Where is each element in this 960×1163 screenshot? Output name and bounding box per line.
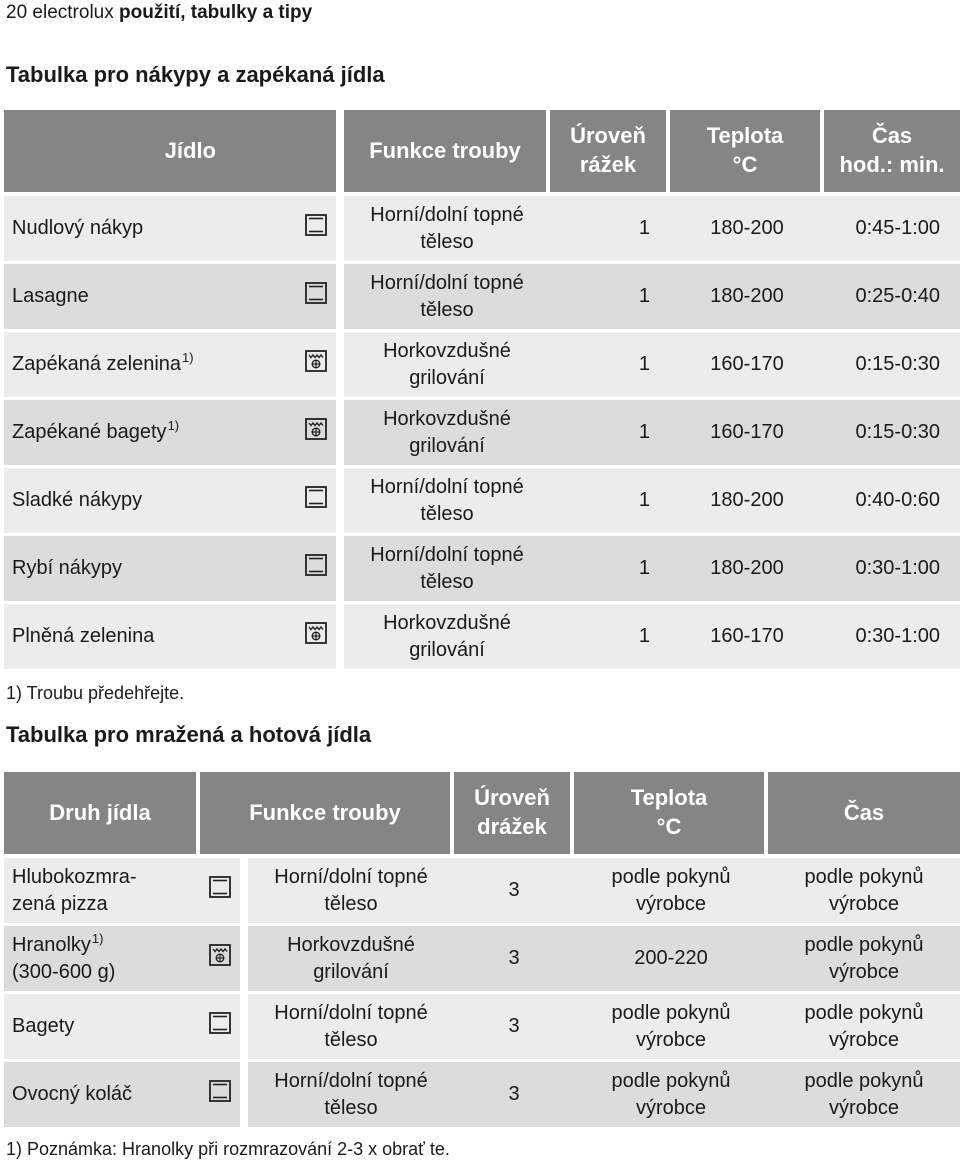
top-bottom-heat-icon xyxy=(305,214,327,244)
table-row xyxy=(4,400,960,468)
cook-time: 0:45-1:00 xyxy=(824,196,960,264)
header-time: Čas hod.: min. xyxy=(824,110,960,196)
cook-time: 0:15-0:30 xyxy=(824,332,960,400)
cook-time: 0:15-0:30 xyxy=(824,400,960,468)
table-row xyxy=(4,1062,960,1130)
top-bottom-heat-icon xyxy=(209,1080,231,1110)
oven-function: Horní/dolní topné těleso xyxy=(244,994,454,1062)
table2-title: Tabulka pro mražená a hotová jídla xyxy=(6,722,372,747)
table1-title: Tabulka pro nákypy a zapékaná jídla xyxy=(6,62,385,87)
temperature: 180-200 xyxy=(670,536,824,604)
shelf-level: 3 xyxy=(454,926,574,994)
temperature: 160-170 xyxy=(670,332,824,400)
oven-function: Horkovzdušné grilování xyxy=(244,926,454,994)
food-name: Bagety xyxy=(4,994,200,1062)
footnote-ref: 1) xyxy=(91,930,104,946)
food-name: Lasagne xyxy=(4,264,296,332)
temperature: podle pokynů výrobce xyxy=(574,1062,768,1130)
cook-time: 0:40-0:60 xyxy=(824,468,960,536)
header-food: Jídlo xyxy=(4,110,340,196)
temperature: 160-170 xyxy=(670,604,824,672)
function-icon-cell xyxy=(296,536,340,604)
cook-time: 0:25-0:40 xyxy=(824,264,960,332)
temperature: 200-220 xyxy=(574,926,768,994)
page-number: 20 xyxy=(6,2,28,23)
food-name: Hlubokozmra- zená pizza xyxy=(4,858,200,926)
shelf-level: 3 xyxy=(454,994,574,1062)
footnote-ref: 1) xyxy=(167,418,180,433)
table1-footnote: 1) Troubu předehřejte. xyxy=(6,683,185,703)
function-icon-cell xyxy=(200,994,244,1062)
food-name: Zapékaná zelenina$^{1)}$ xyxy=(4,332,296,400)
cook-time: podle pokynů výrobce xyxy=(768,926,960,994)
oven-function: Horní/dolní topné těleso xyxy=(244,1062,454,1130)
table-row xyxy=(4,858,960,926)
header-function: Funkce trouby xyxy=(340,110,550,196)
top-bottom-heat-icon xyxy=(209,876,231,906)
cook-time: podle pokynů výrobce xyxy=(768,1062,960,1130)
header-function: Funkce trouby xyxy=(200,772,454,858)
top-bottom-heat-icon xyxy=(305,486,327,516)
function-icon-cell xyxy=(296,264,340,332)
temperature: podle pokynů výrobce xyxy=(574,994,768,1062)
table-row xyxy=(4,926,960,994)
oven-function: Horkovzdušné grilování xyxy=(340,332,550,400)
section-title: použití, tabulky a tipy xyxy=(119,2,313,23)
oven-function: Horní/dolní topné těleso xyxy=(340,196,550,264)
food-name: Hranolky$^{1)}$ (300-600 g) xyxy=(4,926,200,994)
shelf-level: 1 xyxy=(550,468,670,536)
function-icon-cell xyxy=(296,468,340,536)
function-icon-cell xyxy=(200,926,244,994)
function-icon-cell xyxy=(296,400,340,468)
oven-function: Horní/dolní topné těleso xyxy=(340,468,550,536)
oven-function: Horní/dolní topné těleso xyxy=(340,536,550,604)
fan-grill-icon xyxy=(305,622,327,652)
temperature: 180-200 xyxy=(670,196,824,264)
table2-footnote: 1) Poznámka: Hranolky při rozmrazování 2-3 x obrať te. xyxy=(6,1139,450,1159)
shelf-level: 1 xyxy=(550,536,670,604)
temperature: podle pokynů výrobce xyxy=(574,858,768,926)
temperature: 180-200 xyxy=(670,264,824,332)
table-row xyxy=(4,994,960,1062)
food-name: Rybí nákypy xyxy=(4,536,296,604)
table-row xyxy=(4,332,960,400)
top-bottom-heat-icon xyxy=(305,282,327,312)
table-row xyxy=(4,536,960,604)
cook-time: 0:30-1:00 xyxy=(824,536,960,604)
function-icon-cell xyxy=(200,1062,244,1130)
cook-time: podle pokynů výrobce xyxy=(768,994,960,1062)
oven-function: Horní/dolní topné těleso xyxy=(340,264,550,332)
cook-time: 0:30-1:00 xyxy=(824,604,960,672)
table-row xyxy=(4,196,960,264)
shelf-level: 3 xyxy=(454,1062,574,1130)
fan-grill-icon xyxy=(209,944,231,974)
shelf-level: 3 xyxy=(454,858,574,926)
table-row xyxy=(4,468,960,536)
fan-grill-icon xyxy=(305,350,327,380)
shelf-level: 1 xyxy=(550,332,670,400)
function-icon-cell xyxy=(296,196,340,264)
shelf-level: 1 xyxy=(550,196,670,264)
temperature: 160-170 xyxy=(670,400,824,468)
fan-grill-icon xyxy=(305,418,327,448)
food-name: Nudlový nákyp xyxy=(4,196,296,264)
shelf-level: 1 xyxy=(550,604,670,672)
header-level: Úroveň rážek xyxy=(550,110,670,196)
table-frozen xyxy=(4,772,960,1130)
food-name: Ovocný koláč xyxy=(4,1062,200,1130)
function-icon-cell xyxy=(296,604,340,672)
brand-name: electrolux xyxy=(32,2,114,23)
footnote-ref: 1) xyxy=(182,350,194,365)
food-name: Sladké nákypy xyxy=(4,468,296,536)
page-header xyxy=(6,2,312,24)
header-time: Čas xyxy=(768,772,960,858)
temperature: 180-200 xyxy=(670,468,824,536)
header-temp: Teplota °C xyxy=(574,772,768,858)
top-bottom-heat-icon xyxy=(305,554,327,584)
function-icon-cell xyxy=(200,858,244,926)
table1-header-row xyxy=(4,110,960,196)
oven-function: Horkovzdušné grilování xyxy=(340,400,550,468)
shelf-level: 1 xyxy=(550,264,670,332)
top-bottom-heat-icon xyxy=(209,1012,231,1042)
table-row xyxy=(4,604,960,672)
oven-function: Horní/dolní topné těleso xyxy=(244,858,454,926)
food-name: Plněná zelenina xyxy=(4,604,296,672)
shelf-level: 1 xyxy=(550,400,670,468)
table-bakes xyxy=(4,110,960,672)
food-name: Zapékané bagety$^{1)}$ xyxy=(4,400,296,468)
table-row xyxy=(4,264,960,332)
function-icon-cell xyxy=(296,332,340,400)
header-food-type: Druh jídla xyxy=(4,772,200,858)
oven-function: Horkovzdušné grilování xyxy=(340,604,550,672)
table2-header-row xyxy=(4,772,960,858)
header-temp: Teplota °C xyxy=(670,110,824,196)
cook-time: podle pokynů výrobce xyxy=(768,858,960,926)
header-level: Úroveň drážek xyxy=(454,772,574,858)
